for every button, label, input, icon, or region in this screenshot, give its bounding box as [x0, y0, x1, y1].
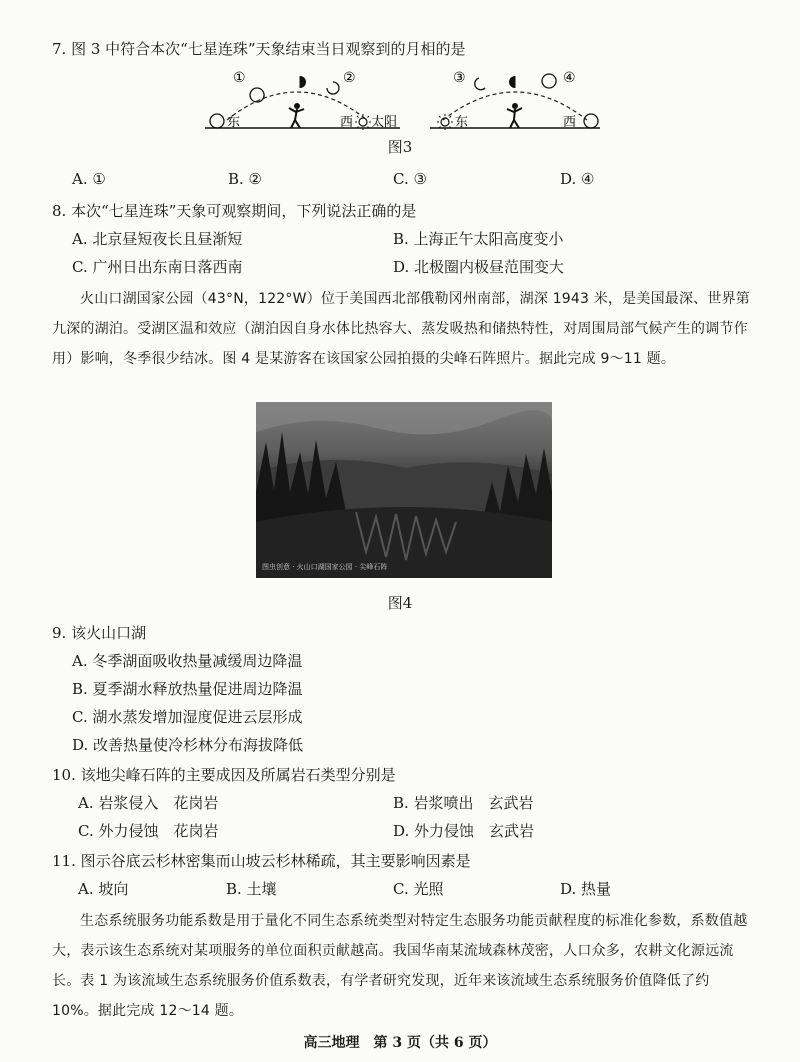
- observer-icon: [289, 103, 304, 128]
- q10-option-d[interactable]: D. 外力侵蚀 玄武岩: [393, 822, 535, 840]
- q7-option-b[interactable]: B. ②: [228, 170, 263, 188]
- crescent-moon-icon: [475, 78, 485, 90]
- q8-option-b[interactable]: B. 上海正午太阳高度变小: [393, 230, 564, 248]
- east-horizon-circle: [210, 114, 224, 128]
- mark-1: ①: [233, 70, 246, 86]
- sun-label: 太阳: [371, 115, 398, 130]
- q10-option-a[interactable]: A. 岩浆侵入 花岗岩: [78, 794, 219, 812]
- passage-ecosystem: 生态系统服务功能系数是用于量化不同生态系统类型对特定生态服务功能贡献程度的标准化参数，系数值越大，表示该生态系统对某项服务的单位面积贡献越高。我国华南某流域森林茂密，人口众多，农耕文化源远流长。表 1 为该流域生态系统服务价值系数表，有学者研究发现，近年来该流域生态系统服务价值降低了约 10%。据此完成 12～14 题。: [52, 913, 748, 1019]
- observer-icon: [507, 103, 522, 128]
- q9-option-a[interactable]: A. 冬季湖面吸收热量减缓周边降温: [72, 652, 303, 670]
- west-label: 西: [340, 115, 354, 130]
- q7-option-d[interactable]: D. ④: [560, 170, 595, 188]
- passage-crater-lake: 火山口湖国家公园（43°N，122°W）位于美国西北部俄勒冈州南部，湖深 1943 米，是美国最深、世界第九深的湖泊。受湖区温和效应（湖泊因自身水体比热容大、蒸发吸热和储热特性，对周围局部气候产生的调节作用）影响，冬季很少结冰。图 4 是某游客在该国家公园拍摄的尖峰石阵照片。据此完成 9～11 题。: [52, 291, 750, 367]
- west-label: 西: [563, 115, 577, 130]
- q10-stem: 10. 该地尖峰石阵的主要成因及所属岩石类型分别是: [52, 766, 396, 784]
- q8-stem: 8. 本次“七星连珠”天象可观察期间，下列说法正确的是: [52, 202, 417, 220]
- q7-option-c[interactable]: C. ③: [393, 170, 427, 188]
- figure-3: [205, 68, 605, 132]
- q9-option-b[interactable]: B. 夏季湖水释放热量促进周边降温: [72, 680, 303, 698]
- moon-phase-icon: [250, 88, 264, 102]
- half-moon-icon: [509, 76, 515, 88]
- q8-option-a[interactable]: A. 北京昼短夜长且昼渐短: [72, 230, 243, 248]
- q11-stem: 11. 图示谷底云杉林密集而山坡云杉林稀疏，其主要影响因素是: [52, 852, 471, 870]
- q11-option-a[interactable]: A. 坡向: [78, 880, 129, 898]
- figure-3-left: [205, 70, 400, 130]
- mark-4: ④: [563, 70, 576, 86]
- west-horizon-circle: [584, 114, 598, 128]
- q8-option-d[interactable]: D. 北极圈内极昼范围变大: [393, 258, 565, 276]
- east-label: 东: [227, 115, 241, 130]
- q10-option-b[interactable]: B. 岩浆喷出 玄武岩: [393, 794, 534, 812]
- q9-option-c[interactable]: C. 湖水蒸发增加湿度促进云层形成: [72, 708, 303, 726]
- q8-option-c[interactable]: C. 广州日出东南日落西南: [72, 258, 243, 276]
- q7-stem: 7. 图 3 中符合本次“七星连珠”天象结束当日观察到的月相的是: [52, 40, 466, 58]
- crescent-moon-icon: [327, 82, 339, 94]
- q7-option-a[interactable]: A. ①: [72, 170, 106, 188]
- photo-watermark: 图虫创意 · 火山口湖国家公园 · 尖峰石阵: [262, 563, 388, 571]
- q10-option-c[interactable]: C. 外力侵蚀 花岗岩: [78, 822, 219, 840]
- moon-phase-icon: [542, 74, 556, 88]
- q9-option-d[interactable]: D. 改善热量使冷杉林分布海拔降低: [72, 736, 304, 754]
- figure-3-right: [430, 70, 600, 130]
- east-label: 东: [455, 115, 469, 130]
- q11-option-d[interactable]: D. 热量: [560, 880, 612, 898]
- mark-2: ②: [343, 70, 356, 86]
- q11-option-c[interactable]: C. 光照: [393, 880, 444, 898]
- q11-option-b[interactable]: B. 土壤: [226, 880, 277, 898]
- figure-4-photo: [256, 402, 552, 578]
- mark-3: ③: [453, 70, 466, 86]
- page-footer: 高三地理 第 3 页（共 6 页）: [303, 1035, 497, 1051]
- half-moon-icon: [300, 76, 306, 88]
- figure-3-caption: 图3: [387, 138, 413, 156]
- figure-4-caption: 图4: [387, 594, 413, 612]
- q9-stem: 9. 该火山口湖: [52, 624, 147, 642]
